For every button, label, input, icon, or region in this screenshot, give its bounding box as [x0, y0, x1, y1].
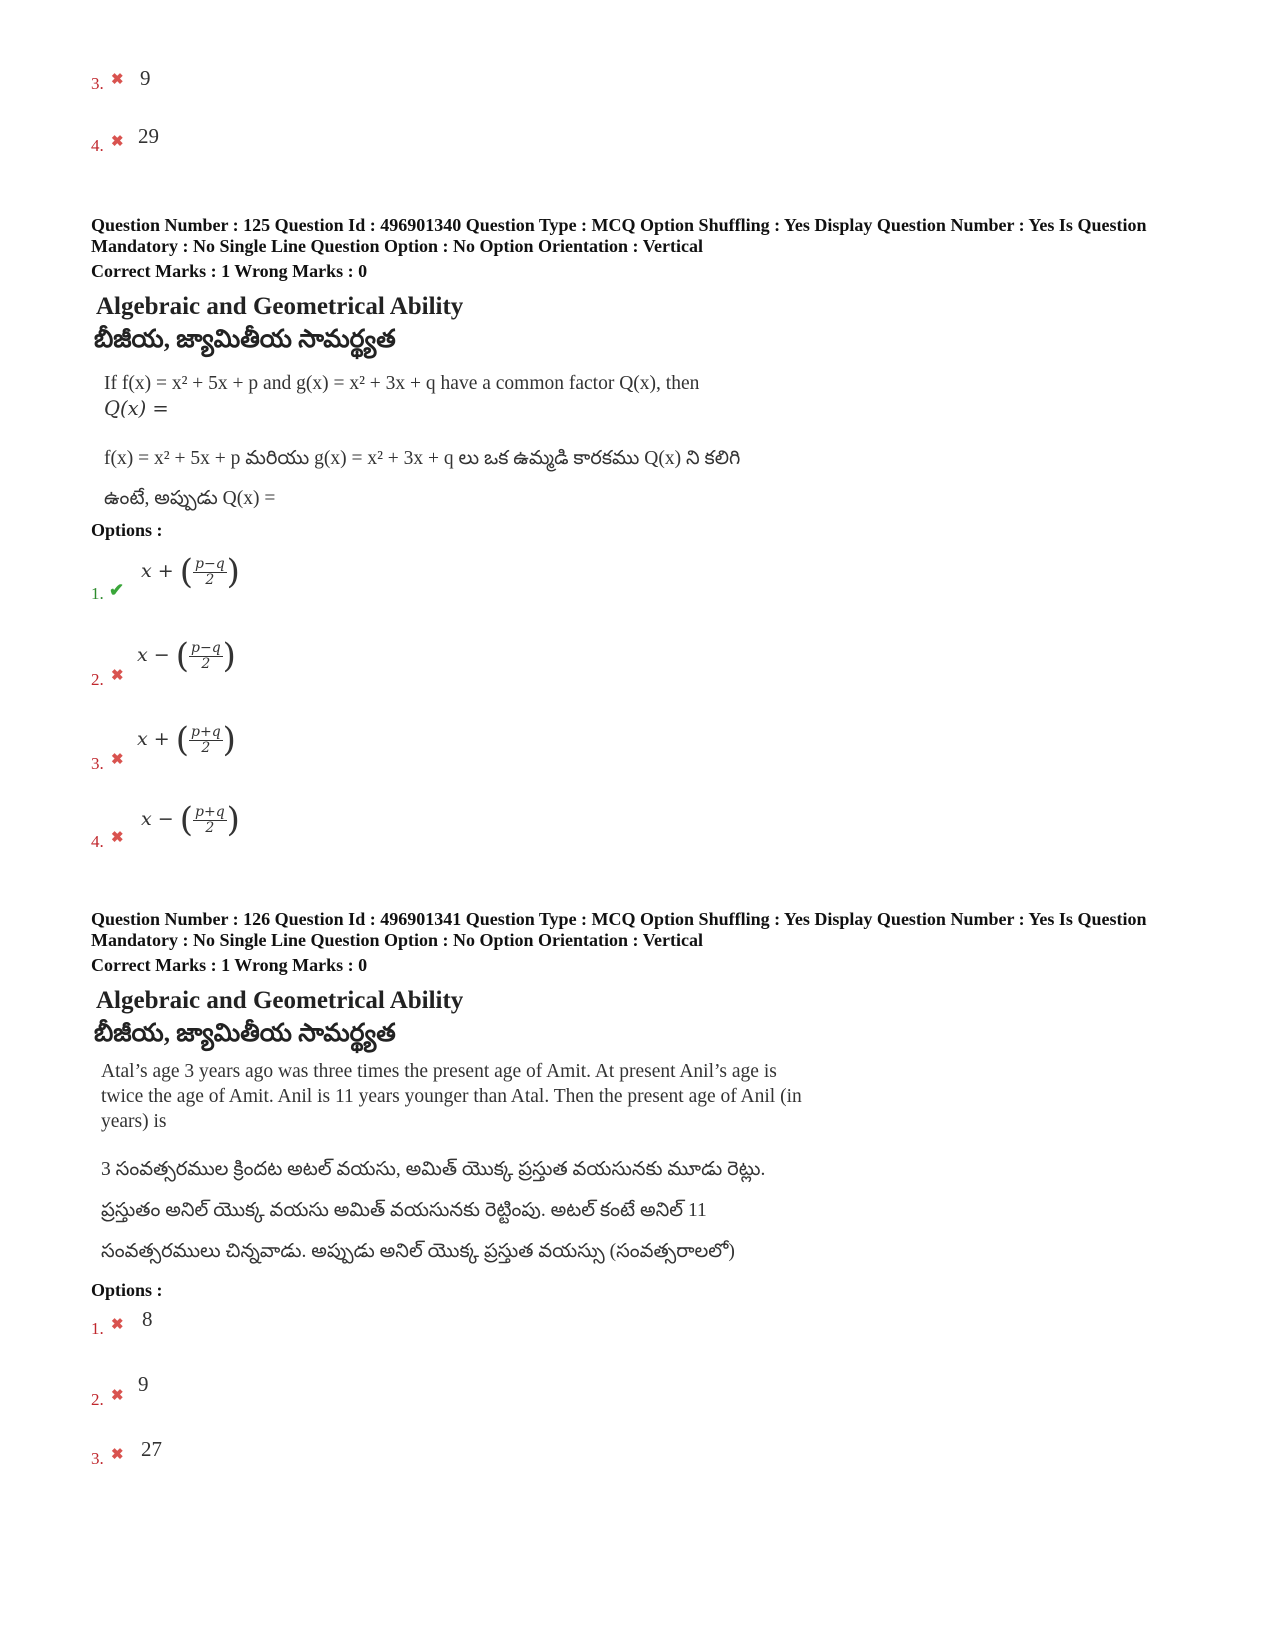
option-number: 2. — [91, 670, 104, 689]
cross-mark-icon: ✖ — [111, 1388, 124, 1404]
question-marks: Correct Marks : 1 Wrong Marks : 0 — [91, 955, 368, 975]
option-number: 2. — [91, 1390, 104, 1409]
option-number: 4. — [91, 136, 104, 155]
option-3 — [91, 720, 391, 773]
question-text-te: f(x) = x² + 5x + p మరియు g(x) = x² + 3x + q లు ఒక ఉమ్మడి కారకము Q(x) ని కలిగి — [104, 448, 741, 469]
options-label: Options : — [91, 1280, 163, 1300]
option-2 — [91, 636, 391, 689]
option-expression: x + ( $\frac{p-q}{2}$ ) — [141, 552, 240, 592]
option-expression: x − ( $\frac{p+q}{2}$ ) — [141, 800, 240, 840]
option-value: 9 — [140, 66, 151, 90]
question-text-en: If f(x) = x² + 5x + p and g(x) = x² + 3x + q have a common factor Q(x), then — [104, 373, 700, 394]
fraction-numerator: p+q — [195, 803, 225, 820]
option-2 — [91, 1372, 291, 1409]
fraction-denominator: 2 — [201, 739, 211, 756]
option-value: 27 — [141, 1437, 162, 1461]
question-meta: Question Number : 125 Question Id : 496901340 Question Type : MCQ Option Shuffling : Yes Display Question Number : Yes Is Question Mandatory : No Single Line Question Option : No Option Orientation : Vertical — [91, 215, 1147, 256]
fraction-denominator: 2 — [205, 819, 215, 836]
option-number: 1. — [91, 1319, 104, 1338]
cross-mark-icon: ✖ — [111, 668, 124, 684]
option-sign: + — [157, 560, 174, 582]
question-text-en-3: years) is — [101, 1111, 167, 1132]
options-label: Options : — [91, 520, 163, 540]
option-4 — [91, 800, 391, 850]
question-text-en: Atal’s age 3 years ago was three times the present age of Amit. At present Anil’s age is — [101, 1061, 777, 1082]
check-mark-icon: ✔ — [109, 580, 125, 600]
option-sign: + — [153, 728, 170, 750]
prev-option-3 — [91, 66, 291, 96]
option-number: 3. — [91, 754, 104, 773]
option-value: 9 — [138, 1372, 149, 1396]
fraction-numerator: p−q — [195, 555, 225, 572]
cross-mark-icon: ✖ — [111, 134, 124, 150]
subject-title-te: బీజీయ, జ్యామితీయ సామర్థ్యత — [94, 326, 396, 353]
fraction-denominator: 2 — [201, 655, 211, 672]
option-number: 1. — [91, 584, 104, 603]
fraction-denominator: 2 — [205, 571, 215, 588]
option-sign: − — [157, 808, 174, 830]
subject-title-te: బీజీయ, జ్యామితీయ సామర్థ్యత — [94, 1020, 396, 1047]
option-number: 4. — [91, 832, 104, 851]
option-value: 29 — [138, 124, 159, 148]
question-text-en-2: Q(x) = — [104, 397, 169, 420]
option-1-correct — [91, 552, 391, 602]
question-text-te: 3 సంవత్సరముల క్రిందట అటల్ వయసు, అమిత్ యొక్క ప్రస్తుత వయసునకు మూడు రెట్లు. — [101, 1159, 766, 1180]
question-text-te-2: ఉంటే, అప్పుడు Q(x) = — [104, 488, 276, 509]
option-sign: − — [153, 644, 170, 666]
cross-mark-icon: ✖ — [111, 1317, 124, 1333]
option-expression: x + ( $\frac{p+q}{2}$ ) — [137, 720, 236, 760]
question-text-te-3: సంవత్సరములు చిన్నవాడు. అప్పుడు అనిల్ యొక్క ప్రస్తుత వయస్సు (సంవత్సరాలలో) — [101, 1241, 735, 1262]
option-number: 3. — [91, 1449, 104, 1468]
cross-mark-icon: ✖ — [111, 752, 124, 768]
cross-mark-icon: ✖ — [111, 1447, 124, 1463]
subject-title-en: Algebraic and Geometrical Ability — [96, 987, 464, 1014]
question-meta: Question Number : 126 Question Id : 496901341 Question Type : MCQ Option Shuffling : Yes Display Question Number : Yes Is Question Mandatory : No Single Line Question Option : No Option Orientation : Vertical — [91, 909, 1147, 950]
question-text-en-2: twice the age of Amit. Anil is 11 years younger than Atal. Then the present age of Anil (in — [101, 1086, 802, 1107]
option-1 — [91, 1307, 291, 1337]
fraction-numerator: p+q — [191, 723, 221, 740]
option-value: 8 — [142, 1307, 153, 1331]
fraction-numerator: p−q — [191, 639, 221, 656]
cross-mark-icon: ✖ — [111, 830, 124, 846]
prev-option-4 — [91, 124, 291, 154]
question-marks: Correct Marks : 1 Wrong Marks : 0 — [91, 261, 368, 281]
subject-title-en: Algebraic and Geometrical Ability — [96, 293, 464, 320]
cross-mark-icon: ✖ — [111, 72, 124, 88]
question-text-te-2: ప్రస్తుతం అనిల్ యొక్క వయసు అమిత్ వయసునకు రెట్టింపు. అటల్ కంటే అనిల్ 11 — [101, 1200, 707, 1221]
option-expression: x − ( $\frac{p-q}{2}$ ) — [137, 636, 236, 676]
option-number: 3. — [91, 74, 104, 93]
option-3 — [91, 1437, 291, 1467]
